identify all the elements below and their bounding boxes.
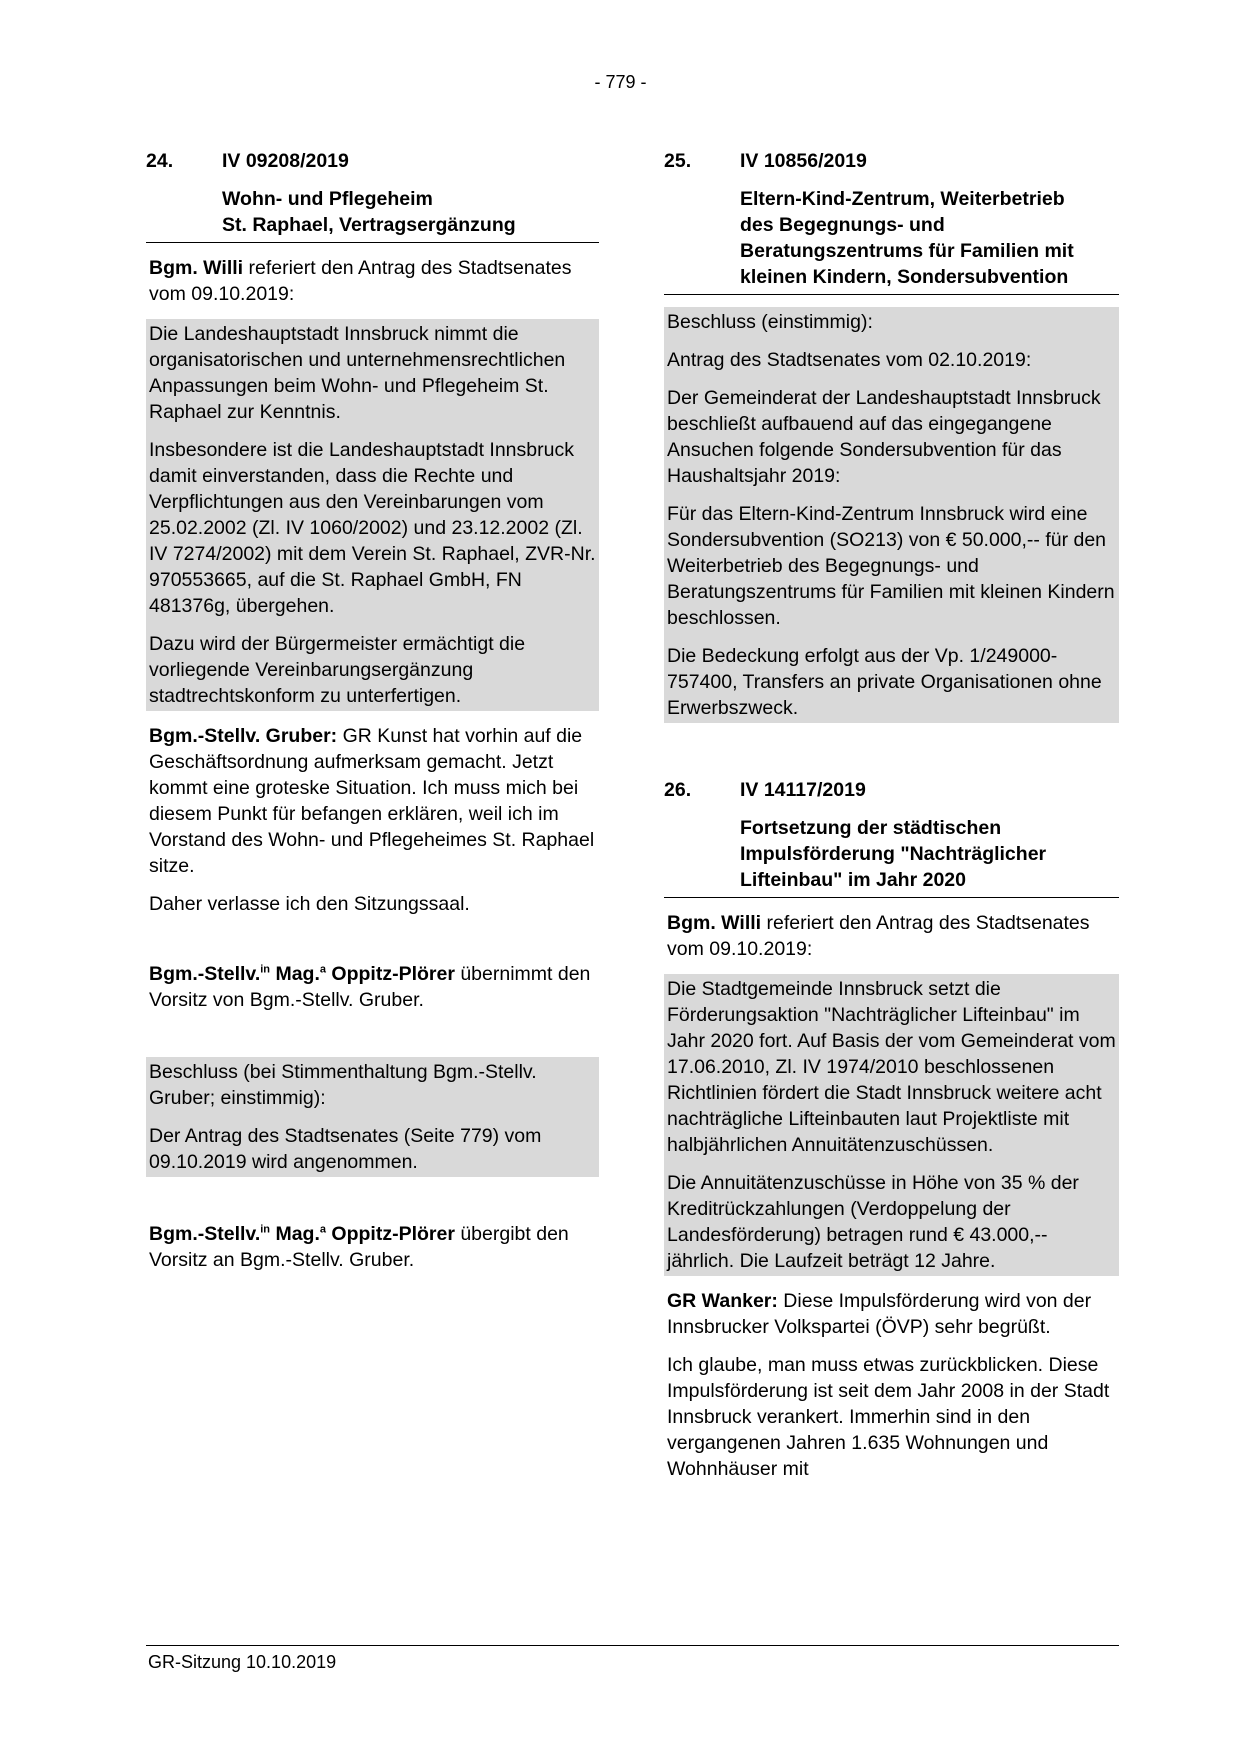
page-footer: GR-Sitzung 10.10.2019 xyxy=(148,1652,337,1672)
item-24-heading xyxy=(146,148,599,174)
chair-change-paragraph xyxy=(146,961,599,1013)
left-column xyxy=(146,148,599,1273)
right-column xyxy=(664,148,1119,1482)
decision-label: Beschluss (einstimmig): xyxy=(667,311,873,333)
divider xyxy=(664,897,1119,898)
motion-paragraph: Für das Eltern-Kind-Zentrum Innsbruck wird eine Sondersubvention (SO213) von € 50.000,-- für den Weiterbetrieb des Begegnungs- und Beratungszentrums für Familien mit kleinen Kindern beschlossen. xyxy=(667,503,1115,629)
decision-label: Beschluss (bei Stimmenthaltung Bgm.-Stellv. Gruber; einstimmig): xyxy=(149,1061,537,1109)
statement-text: GR Kunst hat vorhin auf die Geschäftsordnung aufmerksam gemacht. Jetzt kommt eine groteske Situation. Ich muss mich bei diesem Punkt für befangen erklären, weil ich im Vorstand des Wohn- und Pflegeheimes St. Raphael sitze. xyxy=(149,725,595,877)
speaker-title: Mag. xyxy=(270,1223,320,1245)
speaker-title: Mag. xyxy=(270,963,320,985)
speaker-title: Bgm.-Stellv. xyxy=(149,963,261,985)
speaker-surname: Oppitz-Plörer xyxy=(326,1223,455,1245)
item-reference: IV 14117/2019 xyxy=(740,779,866,801)
item-26-heading xyxy=(664,777,1119,803)
intro-text: referiert den Antrag des Stadtsenates vom 09.10.2019: xyxy=(149,257,572,305)
motion-paragraph: Die Bedeckung erfolgt aus der Vp. 1/249000-757400, Transfers an private Organisationen ohne Erwerbszweck. xyxy=(667,645,1102,719)
motion-paragraph: Die Landeshauptstadt Innsbruck nimmt die organisatorischen und unternehmensrechtlichen Anpassungen beim Wohn- und Pflegeheim St. Raphael zur Kenntnis. xyxy=(149,323,566,423)
superscript: in xyxy=(260,1223,271,1236)
statement-paragraph xyxy=(146,723,599,879)
motion-paragraph: Die Annuitätenzuschüsse in Höhe von 35 % der Kreditrückzahlungen (Verdoppelung der Landesförderung) betragen rund € 43.000,-- jährlich. Die Laufzeit beträgt 12 Jahre. xyxy=(667,1172,1079,1272)
chair-change-text: übernimmt den Vorsitz von Bgm.-Stellv. Gruber. xyxy=(149,963,591,1011)
speaker-name: Bgm.-Stellv. Gruber: xyxy=(149,725,338,747)
intro-paragraph xyxy=(664,910,1119,962)
chair-change-text: übergibt den Vorsitz an Bgm.-Stellv. Gruber. xyxy=(149,1223,569,1271)
item-reference: IV 09208/2019 xyxy=(222,150,349,172)
divider xyxy=(664,294,1119,295)
item-25-title: Eltern-Kind-Zentrum, Weiterbetrieb des Begegnungs- und Beratungszentrums für Familien mit kleinen Kindern, Sondersubvention xyxy=(740,188,1074,288)
speaker-surname: Oppitz-Plörer xyxy=(326,963,455,985)
item-number: 25. xyxy=(664,150,692,172)
superscript: a xyxy=(319,963,326,976)
decision-box xyxy=(146,1057,599,1177)
speaker-name xyxy=(149,963,455,985)
item-title-line: St. Raphael, Vertragsergänzung xyxy=(222,214,516,236)
intro-paragraph xyxy=(146,255,599,307)
item-24-title xyxy=(222,186,599,238)
intro-text: referiert den Antrag des Stadtsenates vom 09.10.2019: xyxy=(667,912,1090,960)
motion-box xyxy=(664,974,1119,1276)
item-title-line: Wohn- und Pflegeheim xyxy=(222,188,433,210)
divider xyxy=(146,242,599,243)
superscript: a xyxy=(319,1223,326,1236)
speaker-name: Bgm. Willi xyxy=(149,257,244,279)
statement-paragraph: Ich glaube, man muss etwas zurückblicken. Diese Impulsförderung ist seit dem Jahr 2008 in der Stadt Innsbruck verankert. Immerhin sind in den vergangenen Jahren 1.635 Wohnungen und Wohnhäuser mit xyxy=(667,1354,1110,1480)
chair-change-paragraph xyxy=(146,1221,599,1273)
statement-paragraph: Daher verlasse ich den Sitzungssaal. xyxy=(149,893,470,915)
motion-paragraph: Insbesondere ist die Landeshauptstadt Innsbruck damit einverstanden, dass die Rechte und Verpflichtungen aus den Vereinbarungen vom 25.02.2002 (Zl. IV 1060/2002) und 23.12.2002 (Zl. IV 7274/2002) mit dem Verein St. Raphael, ZVR-Nr. 970553665, auf die St. Raphael GmbH, FN 481376g, übergehen. xyxy=(149,439,596,617)
motion-reference: Antrag des Stadtsenates vom 02.10.2019: xyxy=(667,349,1032,371)
motion-paragraph: Dazu wird der Bürgermeister ermächtigt die vorliegende Vereinbarungsergänzung stadtrechtskonform zu unterfertigen. xyxy=(149,633,526,707)
motion-box xyxy=(146,319,599,711)
item-26-title: Fortsetzung der städtischen Impulsförderung "Nachträglicher Lifteinbau" im Jahr 2020 xyxy=(740,817,1047,891)
speaker-title: Bgm.-Stellv. xyxy=(149,1223,261,1245)
footer-divider xyxy=(146,1645,1119,1646)
superscript: in xyxy=(260,963,271,976)
item-number: 24. xyxy=(146,150,174,172)
decision-box xyxy=(664,307,1119,723)
item-25-heading xyxy=(664,148,1119,174)
motion-paragraph: Der Gemeinderat der Landeshauptstadt Innsbruck beschließt aufbauend auf das eingegangene Ansuchen folgende Sondersubvention für das Haushaltsjahr 2019: xyxy=(667,387,1101,487)
decision-text: Der Antrag des Stadtsenates (Seite 779) vom 09.10.2019 wird angenommen. xyxy=(149,1125,542,1173)
page-number: - 779 - xyxy=(594,72,647,92)
item-number: 26. xyxy=(664,779,692,801)
statement-text: Diese Impulsförderung wird von der Innsbrucker Volkspartei (ÖVP) sehr begrüßt. xyxy=(667,1290,1092,1338)
speaker-name: GR Wanker: xyxy=(667,1290,778,1312)
motion-paragraph: Die Stadtgemeinde Innsbruck setzt die Förderungsaktion "Nachträglicher Lifteinbau" im Jahr 2020 fort. Auf Basis der vom Gemeinderat vom 17.06.2010, Zl. IV 1974/2010 beschlossenen Richtlinien fördert die Stadt Innsbruck weitere acht nachträgliche Lifteinbauten laut Projektliste mit halbjährlichen Annuitätenzuschüssen. xyxy=(667,978,1116,1156)
statement-paragraph xyxy=(664,1288,1119,1340)
speaker-name xyxy=(149,1223,455,1245)
speaker-name: Bgm. Willi xyxy=(667,912,762,934)
item-reference: IV 10856/2019 xyxy=(740,150,867,172)
